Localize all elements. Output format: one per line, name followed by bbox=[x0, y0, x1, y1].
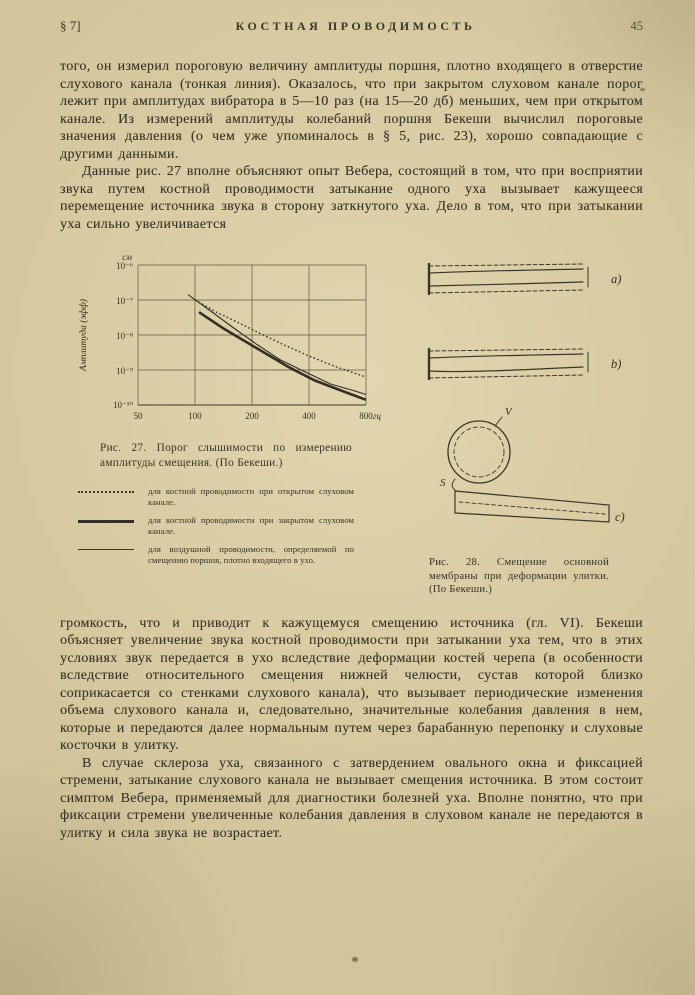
cochlea-circle bbox=[448, 421, 510, 483]
cochlea-inner-dashed bbox=[454, 427, 504, 477]
fig28-drawing bbox=[415, 253, 643, 545]
figure-27 bbox=[60, 253, 408, 597]
page-number: 45 bbox=[630, 19, 643, 33]
paragraph-3: громкость, что и приводит к кажущемуся смещению источника (гл. VI). Бекеши объясняет увеличение звука костной проводимости при затыкании уха тем, что в этих условиях звук передается в ухо вследствие деформации костей черепа (в особенности вследствие относительного смещения нижней челюсти, сустав которой близко соприкасается со стенками слухового канала), что вызывает периодические изменения объема слухового канала и, следовательно, значительные колебания давления в нем, которые и передаются далее нормальным путем через барабанную перепонку и слуховые косточки в улитку. bbox=[60, 615, 643, 754]
figure-27-caption: Рис. 27. Порог слышимости по измерению амплитуды смещения. (По Бекеши.) bbox=[100, 442, 352, 469]
page-header bbox=[60, 18, 643, 34]
fig28-label-b: b) bbox=[611, 357, 622, 371]
legend-line-dotted-icon bbox=[78, 491, 134, 493]
fig28-shape-c bbox=[448, 417, 609, 522]
legend-line-thin-icon bbox=[78, 549, 134, 550]
x-unit-label: гц bbox=[373, 411, 382, 421]
fig28-shape-b bbox=[429, 349, 588, 379]
section-marker: § 7] bbox=[60, 18, 81, 33]
y-tick: 10⁻⁷ bbox=[116, 296, 133, 306]
legend-item-air-conduction bbox=[78, 544, 408, 566]
membrane-strip bbox=[455, 491, 609, 522]
figure-28-caption: Рис. 28. Смещение основной мембраны при деформации улитки. (По Бекеши.) bbox=[429, 556, 609, 596]
chart-curves bbox=[188, 295, 366, 400]
fig28-label-a: a) bbox=[611, 272, 622, 286]
fig28-shape-a bbox=[429, 264, 588, 294]
legend-label: для воздушной проводимости, определяемой по смещению поршня, плотно входящего в ухо. bbox=[148, 544, 354, 565]
fig28-point-v: V bbox=[505, 406, 512, 418]
y-tick: 10⁻¹⁰ bbox=[112, 400, 133, 410]
fig27-curve-dotted bbox=[195, 300, 366, 377]
x-tick: 400 bbox=[302, 411, 316, 421]
paragraph-4: В случае склероза уха, связанного с затвердением овального окна и фиксацией стремени, затыкание слухового канала не вызывает смещения источника. В этом состоит симптом Вебера, применяемый для диагностики болезней уха. Вполне понятно, что при фиксации стремени увеличенные колебания давления в слуховом канале не передаются в улитку и сила звука не возрастает. bbox=[60, 755, 643, 841]
y-axis-title: Амплитуда (эфф) bbox=[79, 298, 89, 372]
y-tick: 10⁻⁶ bbox=[116, 261, 133, 271]
fig27-curve-thin bbox=[188, 295, 366, 395]
fig27-chart bbox=[76, 253, 396, 427]
figure-27-legend bbox=[78, 486, 408, 566]
x-tick: 50 bbox=[133, 411, 143, 421]
paragraph-1: того, он измерил пороговую величину амплитуды поршня, плотно входящего в отверстие слухового канала (тонкая линия). Оказалось, что при закрытом слуховом канале порог лежит при амплитудах вибратора в 5—10 раз (на 15—20 дб) меньших, чем при открытом канале. Из измерений амплитуды колебаний поршня Бекеши вычислил пороговые значения давления (о чем уже упоминалось в § 5, рис. 23), хорошо совпадающие с другими данными. bbox=[60, 59, 643, 162]
paragraph-2: Данные рис. 27 вполне объясняют опыт Вебера, состоящий в том, что при восприятии звука путем костной проводимости затыкание одного уха вызывает кажущееся перемещение источника звука в сторону заткнутого уха. Дело в том, что при затыкании уха сильно увеличивается bbox=[60, 164, 643, 232]
x-tick: 800 bbox=[359, 411, 373, 421]
paper-speck bbox=[352, 957, 358, 962]
figure-28 bbox=[415, 253, 643, 597]
legend-item-open-canal bbox=[78, 486, 408, 508]
fig28-point-s: S bbox=[440, 477, 446, 489]
x-tick: 100 bbox=[188, 411, 202, 421]
legend-label: для костной проводимости при закрытом слуховом канале. bbox=[148, 515, 354, 536]
y-tick: 10⁻⁹ bbox=[116, 366, 133, 376]
y-tick: 10⁻⁸ bbox=[116, 331, 133, 341]
fig28-label-c: c) bbox=[615, 510, 625, 524]
x-tick: 200 bbox=[245, 411, 259, 421]
y-unit-label: см bbox=[122, 253, 132, 262]
legend-label: для костной проводимости при открытом слуховом канале. bbox=[148, 486, 354, 507]
page-content bbox=[60, 18, 643, 842]
legend-item-closed-canal bbox=[78, 515, 408, 537]
figures-row bbox=[60, 253, 643, 597]
legend-line-thick-icon bbox=[78, 520, 134, 523]
running-title: КОСТНАЯ ПРОВОДИМОСТЬ bbox=[235, 19, 476, 33]
